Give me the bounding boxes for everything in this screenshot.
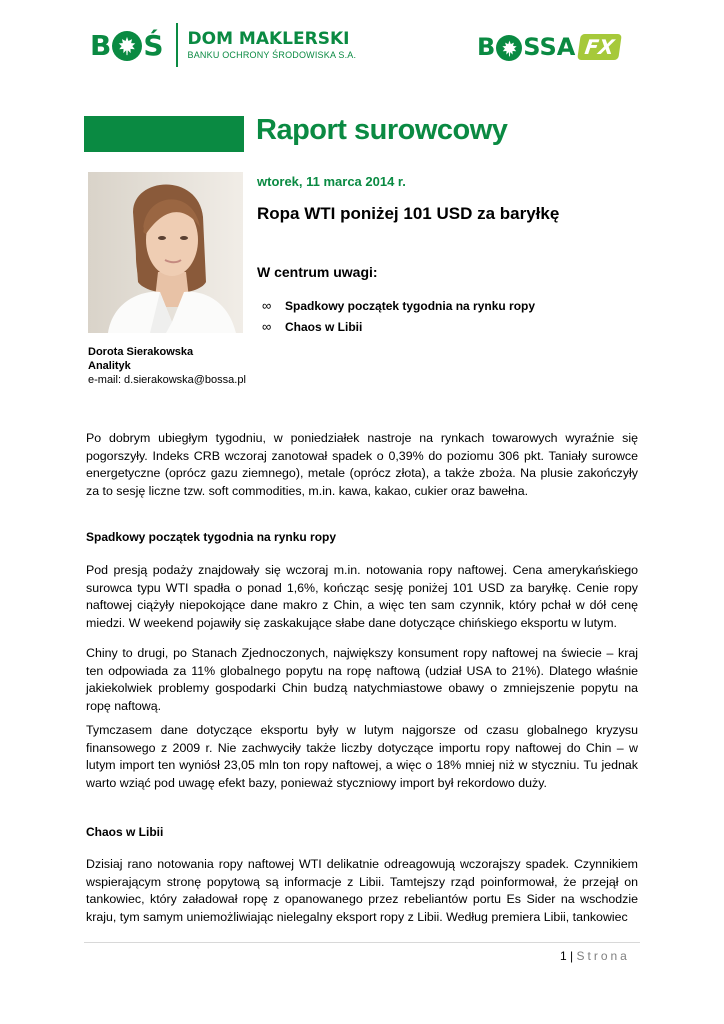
infinity-bullet-icon: ∞	[262, 298, 272, 313]
section1-paragraph-3: Tymczasem dane dotyczące eksportu były w lutym najgorsze od czasu globalnego kryzysu finansowego z 2009 r. Nie zachwyciły także liczby dotyczące importu ropy naftowej do Chin – w lutym import ten wyniósł 23,05 mln ton ropy naftowej, a więc o 18% mniej niż w styczniu. Tu jednak warto wziąć pod uwagę efekt bazy, ponieważ styczniowy import był rekordowo duży.	[86, 723, 638, 790]
list-item	[262, 295, 535, 316]
section-title-libya: Chaos w Libii	[86, 825, 164, 839]
bos-wordmark	[90, 29, 164, 62]
dm-bos-logo	[90, 22, 356, 68]
page-footer	[560, 949, 630, 963]
bos-logo-letter-s: Ś	[143, 28, 164, 62]
bossa-fx-logo	[477, 30, 620, 64]
title-accent-bar	[84, 116, 244, 152]
bossa-wordmark	[477, 33, 575, 61]
fx-badge: FX	[578, 34, 623, 60]
report-title: Raport surowcowy	[256, 114, 508, 146]
focus-heading: W centrum uwagi:	[257, 264, 378, 280]
bos-logo-letter-b: B	[90, 28, 112, 62]
page-number: 1	[560, 949, 567, 963]
report-date: wtorek, 11 marca 2014 r.	[257, 174, 406, 189]
author-name: Dorota Sierakowska	[88, 346, 194, 358]
dom-maklerski-title: DOM MAKLERSKI	[187, 29, 350, 49]
focus-list	[262, 295, 535, 337]
bossa-logo-letters: SSA	[523, 33, 576, 61]
footer-divider	[84, 942, 640, 943]
focus-item-label: Spadkowy początek tygodnia na rynku ropy	[285, 298, 536, 313]
dom-maklerski-subtitle: BANKU OCHRONY ŚRODOWISKA S.A.	[187, 50, 357, 60]
section1-paragraph-1: Pod presją podaży znajdowały się wczoraj m.in. notowania ropy naftowej. Cena amerykańskiego surowca typu WTI spadła o ponad 1,6%, kończąc sesję poniżej 101 USD za baryłkę. Cenie ropy naftowej ciążyły niepokojące dane makro z Chin, a więc ten sam czynnik, który pchał w dół cenę miedzi. W weekend pojawiły się zaskakujące słabe dane dotyczące chińskiego eksportu w lutym.	[86, 563, 638, 630]
section2-paragraph-1: Dzisiaj rano notowania ropy naftowej WTI delikatnie odreagowują wczorajszy spadek. Czynnikiem wspierającym stronę popytową są informacje z Libii. Tamtejszy rząd poinformował, że przejął on tankowiec, który załadował ropę z opanowanego przez rebeliantów portu Es Sider na wschodzie kraju, tym samym uniemożliwiając nielegalny eksport ropy z Libii. Według premiera Libii, tankowiec	[86, 857, 638, 924]
section-title-oil: Spadkowy początek tygodnia na rynku ropy	[86, 530, 337, 544]
focus-item-label: Chaos w Libii	[285, 319, 363, 334]
leaf-icon	[112, 31, 142, 61]
section1-paragraph-2: Chiny to drugi, po Stanach Zjednoczonych, największy konsument ropy naftowej na świecie – kraj ten odpowiada za 11% globalnego popytu na ropę naftową (udział USA to 21%). Dlatego właśnie jakiekolwiek problemy gospodarki Chin budzą natychmiastowe obawy o zmniejszenie popytu na ropę naftową.	[86, 646, 638, 713]
intro-paragraph: Po dobrym ubiegłym tygodniu, w poniedziałek nastroje na rynkach towarowych wyraźnie się pogorszyły. Indeks CRB wczoraj zanotował spadek o 0,39% do poziomu 306 pkt. Taniały surowce energetyczne (oprócz gazu ziemnego), metale (oprócz złota), a także zboża. Na plusie zakończyły za to sesję liczne tzw. soft commodities, m.in. kawa, kakao, cukier oraz bawełna.	[86, 431, 638, 498]
leaf-icon	[496, 35, 522, 61]
author-role: Analityk	[88, 360, 131, 372]
author-block	[88, 345, 246, 387]
analyst-photo	[88, 172, 243, 333]
infinity-bullet-icon: ∞	[262, 319, 272, 334]
logo-divider	[176, 23, 178, 67]
report-headline: Ropa WTI poniżej 101 USD za baryłkę	[257, 204, 560, 223]
page-separator: |	[570, 949, 574, 963]
page-label: Strona	[576, 949, 630, 963]
author-email[interactable]: e-mail: d.sierakowska@bossa.pl	[88, 374, 246, 386]
list-item	[262, 316, 535, 337]
bossa-logo-letter-b: B	[477, 33, 496, 61]
